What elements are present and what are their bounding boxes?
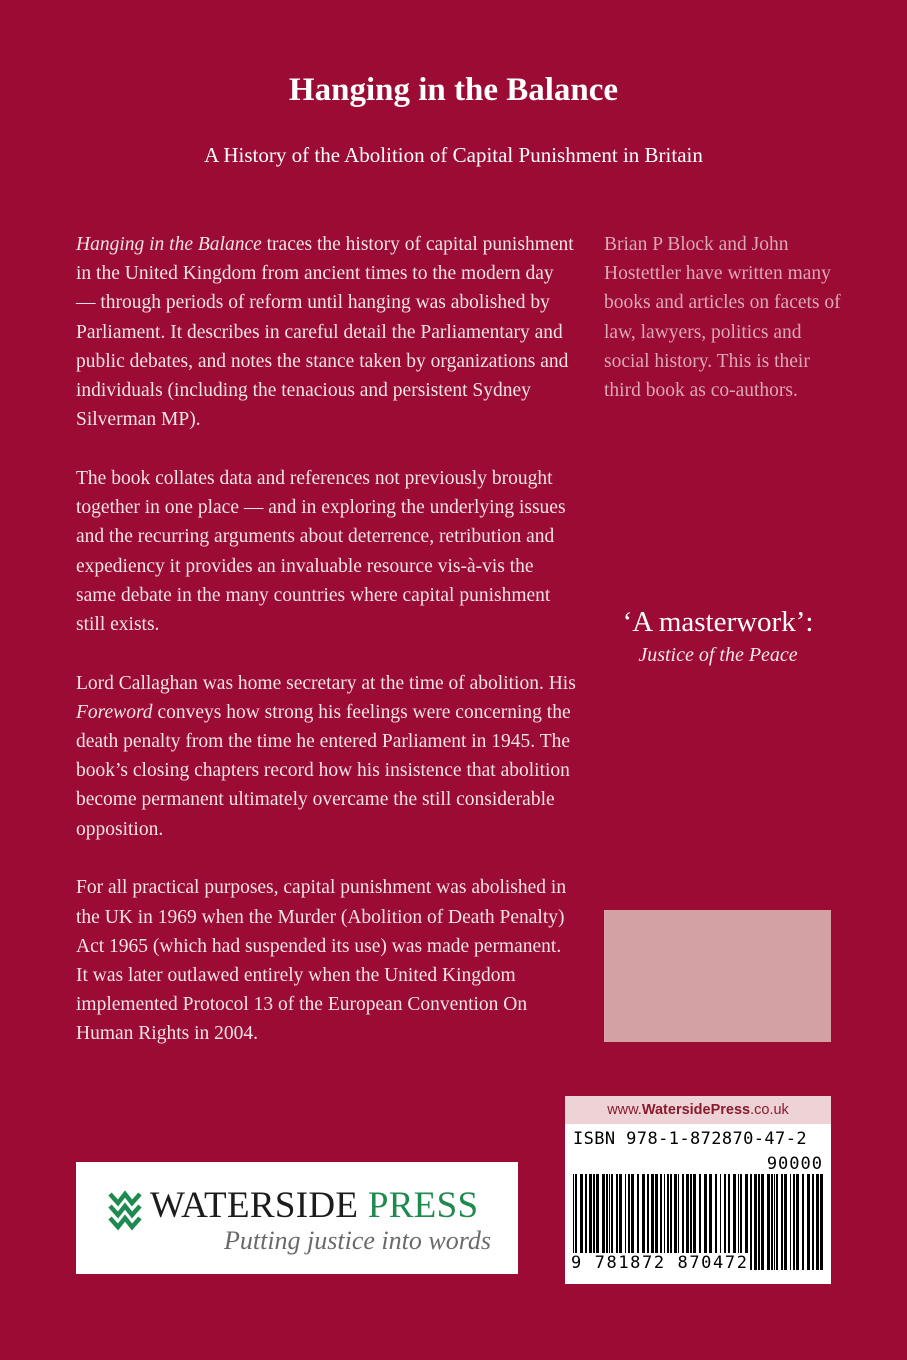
ean-number: 9 781872 870472 xyxy=(571,1253,749,1273)
review-quote xyxy=(604,604,832,670)
book-subtitle: A History of the Abolition of Capital Punishment in Britain xyxy=(204,143,703,167)
barcode-box xyxy=(565,1096,831,1284)
blurb-p1-text: traces the history of capital punishment in the United Kingdom from ancient times to the modern day — through periods of reform until hanging was abolished by Parliament. It describes in careful detail the Parliamentary and public debates, and notes the stance taken by organizations and individuals (including the tenacious and persistent Sydney Silverman MP). xyxy=(76,234,574,431)
blurb-p3-before: Lord Callaghan was home secretary at the time of abolition. His xyxy=(76,672,576,694)
url-suffix: .co.uk xyxy=(750,1102,789,1118)
book-title: Hanging in the Balance xyxy=(288,72,619,108)
isbn-text: ISBN 978-1-872870-47-2 xyxy=(573,1129,807,1149)
quote-text: ‘A masterwork’: xyxy=(622,606,814,638)
blurb-paragraph-1 xyxy=(76,230,576,434)
foreword-italic: Foreword xyxy=(76,701,153,723)
blurb-p3-after: conveys how strong his feelings were concerning the death penalty from the time he entered Parliament in 1945. The book’s closing chapters record how his insistence that abolition become permanent ultimately overcame the still considerable opposition. xyxy=(76,701,571,840)
authors-bio: Brian P Block and John Hostettler have written many books and articles on facets of law, lawyers, politics and social history. This is their third book as co-authors. xyxy=(604,234,841,402)
url-prefix: www. xyxy=(607,1102,642,1118)
waterside-wave-icon xyxy=(108,1190,142,1232)
blurb-paragraph-3 xyxy=(76,669,576,844)
publisher-name xyxy=(150,1186,478,1226)
publisher-name-accent: PRESS xyxy=(367,1185,479,1226)
quote-source: Justice of the Peace xyxy=(638,644,798,666)
price-addon: 90000 xyxy=(766,1154,823,1174)
url-brand: WatersidePress xyxy=(641,1102,751,1118)
blurb-paragraph-2: The book collates data and references not previously brought together in one place — and in exploring the underlying issues and the recurring arguments about deterrence, retribution and expediency it provides an invaluable resource vis-à-vis the same debate in the many countries where capital punishment still exists. xyxy=(76,467,566,635)
publisher-logo xyxy=(76,1162,518,1274)
book-title-italic: Hanging in the Balance xyxy=(76,234,262,255)
blurb xyxy=(76,230,576,1078)
blurb-paragraph-4: For all practical purposes, capital punishment was abolished in the UK in 1969 when the Murder (Abolition of Death Penalty) Act 1965 (which had suspended its use) was made permanent. It was later outlawed entirely when the United Kingdom implemented Protocol 13 of the European Convention On Human Rights in 2004. xyxy=(76,877,567,1045)
publisher-name-main: WATERSIDE xyxy=(150,1185,359,1226)
publisher-tagline: Putting justice into words xyxy=(224,1226,491,1255)
price-panel xyxy=(604,910,831,1042)
publisher-url xyxy=(565,1096,831,1124)
